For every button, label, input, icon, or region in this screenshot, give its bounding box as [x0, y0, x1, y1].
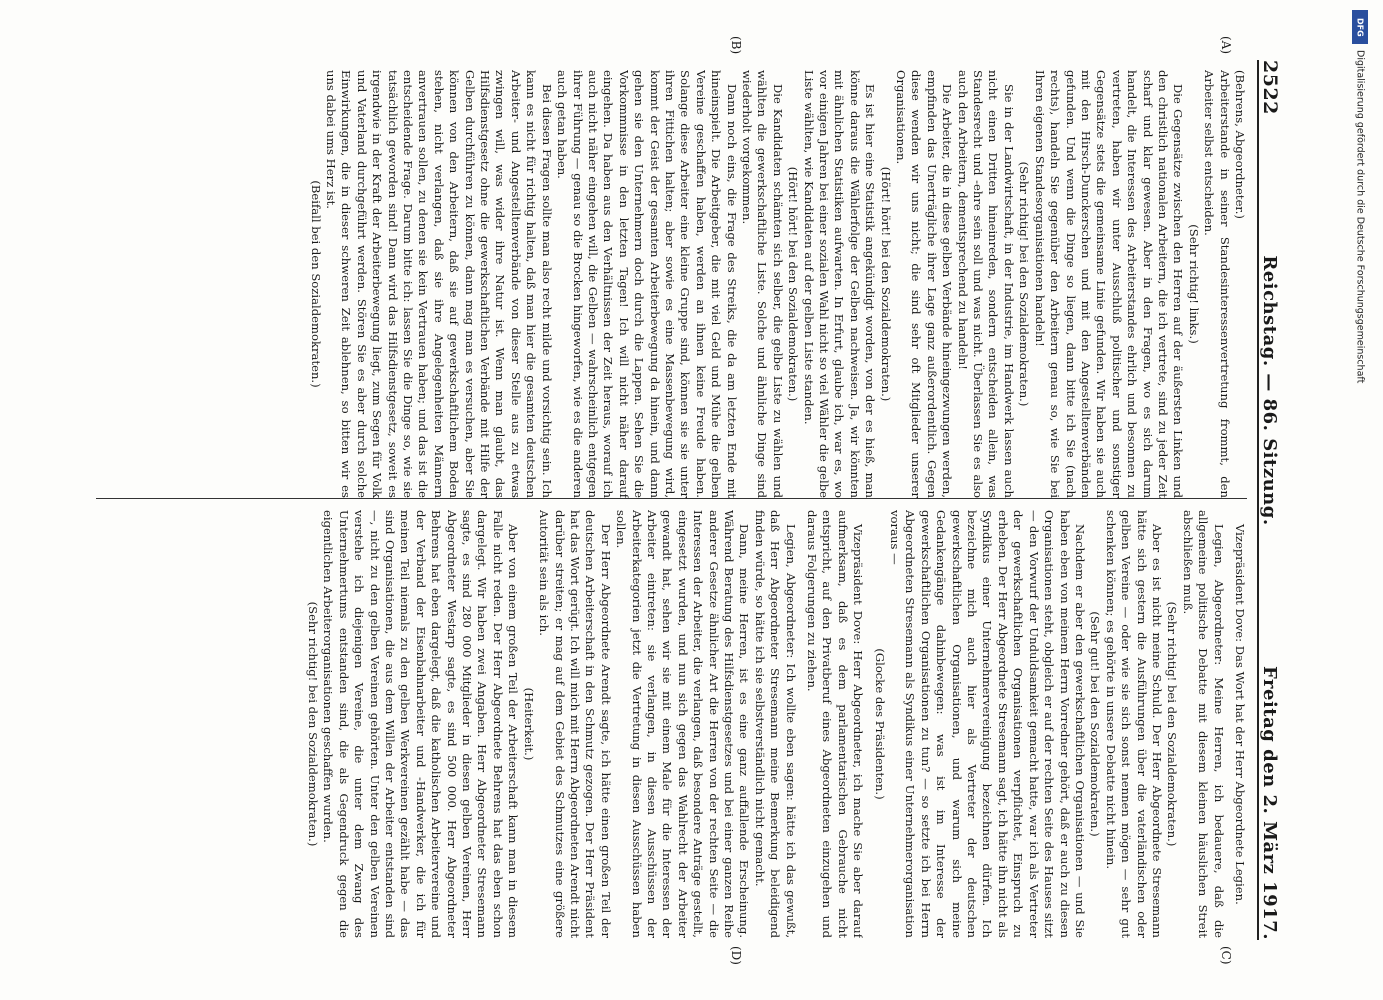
paragraph: Legien, Abgeordneter: Ich wollte eben sagen: hätte ich das gewußt, daß Herr Abgeordneter Stresemann meine Bemerkung beleidigend finden würde, so hätte ich sie selbstverständlich nicht gemacht.	[752, 510, 798, 938]
paragraph: Aber es ist nicht meine Schuld. Der Herr Abgeordnete Stresemann hätte sich gestern die Ausführungen über die vaterländischen oder gelben Vereine — oder wie sie sich sonst nennen mögen — sehr gut schenken können; es gehörte in unsere Debatte nicht hinein.	[1103, 510, 1164, 938]
interjection: (Beifall bei den Sozialdemokraten.)	[308, 180, 323, 388]
speaker-intro: Vizepräsident Dove: Herr Abgeordneter, ich mache Sie aber darauf aufmerksam, daß es dem parlamentarischen Gebrauche nicht entspricht, auf den Privatberuf eines Abgeordneten einzugehen und daraus Folgerungen zu ziehen.	[805, 510, 866, 938]
paragraph: Dann noch eins, die Frage des Streiks, die da am letzten Ende mit hineinspielt. Die Arbeitgeber, die mit viel Geld und Mühe die gelben Vereine geschaffen haben, werden an ihnen keine Freude haben. Solange diese Arbeiter eine kleine Gruppe sind, können sie sie unter ihren Fittichen halten; aber sowie es eine Massenbewegung wird, kommt der Geist der gesamten Arbeiterbewegung da hinein, und dann gehen sie den Unternehmern doch durch die Lappen. Sehen Sie die Vorkommnisse in den letzten Tagen! Ich will nicht näher darauf eingehen. Da haben aus den Verhältnissen der Zeit heraus, worauf ich auch nicht näher eingehen will, die Gelben — wahrscheinlich entgegen ihrer Führung — genau so die Brocken hingeworfen, wie es die anderen auch getan haben.	[555, 70, 739, 498]
interjection: (Glocke des Präsidenten.)	[872, 648, 887, 800]
interjection: (Hört! hört! bei den Sozialdemokraten.)	[786, 166, 801, 402]
left-column	[96, 70, 1247, 498]
interjection: (Sehr richtig! bei den Sozialdemokraten.)	[306, 601, 321, 847]
paragraph: Der Herr Abgeordnete Arendt sagte, ich hätte einen großen Teil der deutschen Arbeiterschaft in den Schmutz gezogen. Der Herr Präsident hat das Wort gerügt. Ich will mich mit Herrn Abgeordneten Arendt nicht darüber streiten; er mag auf dem Gebiet des Schmutzes eine größere Autorität sein als ich.	[537, 510, 613, 938]
paragraph: Nachdem er aber den gewerkschaftlichen Organisationen — und Sie haben eben von meinem Herrn Vorredner gehört, daß er auch zu diesen Organisationen steht, obgleich er auf der rechten Seite des Hauses sitzt — den Vorwurf der Unduldsamkeit gemacht hatte, war ich als Vertreter der gewerkschaftlichen Organisationen verpflichtet, Einspruch zu erheben. Der Herr Abgeordnete Stresemann sagt, ich hätte ihn nicht als Syndikus einer Unternehmervereinigung bezeichnen dürfen. Ich bezeichne mich auch hier als Vertreter der deutschen gewerkschaftlichen Organisationen, und warum sich meine Gedankengänge dahinbewegen: was ist im Interesse der gewerkschaftlichen Organisationen zu tun? — so setzte ich bei Herrn Abgeordneten Stresemann als Syndikus einer Unternehmerorganisation voraus —	[888, 510, 1087, 938]
paragraph: Aber von einem großen Teil der Arbeiterschaft kann man in diesem Falle nicht reden. Der Herr Abgeordnete Behrens hat das eben schon dargelegt. Wir haben zwei Angaben. Herr Abgeordneter Stresemann sagte, es sind 280 000 Mitglieder in diesen gelben Vereinen, Herr Abgeordneter Westarp sagte, es sind 500 000. Herr Abgeordneter Behrens hat eben dargelegt, daß die katholischen Arbeitervereine und der Verband der Eisenbahnarbeiter und -Handwerker, die ich für meinen Teil niemals zu den gelben Werkvereinen gezählt habe — das sind Organisationen, die aus dem Willen der Arbeiter entstanden sind —, nicht zu den gelben Vereinen gehörten. Unter den gelben Vereinen verstehe ich diejenigen Vereine, die unter dem Zwang des Unternehmertums entstanden sind, die als Gegendruck gegen die eigentlichen Arbeiterorganisationen geschaffen wurden.	[321, 510, 521, 938]
paragraph: Legien, Abgeordneter: Meine Herren, ich bedauere, daß die allgemeine politische Debatte mit diesem kleinen häuslichen Streit abschließen muß.	[1180, 510, 1226, 938]
interjection: (Heiterkeit.)	[521, 687, 536, 761]
margin-mark-c: (C)	[1219, 946, 1233, 965]
paragraph: Die Arbeiter, die in diese gelben Verbände hineingezwungen werden, empfinden das Unerträgliche ihrer Lage ganz außerordentlich. Gegen diese wenden wir uns nicht; die sind sehr oft Mitglieder unserer Organisationen.	[894, 70, 955, 498]
column-divider	[96, 498, 1247, 499]
paragraph: Bei diesen Fragen sollte man also recht milde und vorsichtig sein. Ich kann es nicht für richtig halten, daß man hier die gesamten deutschen Arbeiter- und Angestelltenverbände von dieser Stelle aus zu etwas zwingen will, was wider ihre Natur ist. Wenn man glaubt, das Hilfsdienstgesetz ohne die gewerkschaftlichen Verbände mit Hilfe der Gelben durchführen zu können, dann mag man es versuchen, aber Sie können von den Arbeitern, daß sie auf gewerkschaftlichem Boden stehen, nicht verlangen, daß sie ihre Angelegenheiten Männern anvertrauen sollen, zu denen sie kein Vertrauen haben; und das ist die entscheidende Frage. Darum bitte ich: lassen Sie die Dinge so, wie sie tatsächlich geworden sind! Dann wird das Hilfsdienstgesetz, soweit es irgendwie in der Kraft der Arbeiterbewegung liegt, zum Segen für Volk und Vaterland durchgeführt werden. Stören Sie es aber durch solche Einwirkungen, die in dieser schweren Zeit ablehnen, so bitten wir es uns dabei ums Herz ist.	[324, 70, 554, 498]
interjection: (Sehr richtig! bei den Sozialdemokraten.)	[1017, 161, 1032, 407]
interjection: (Sehr richtig! links.)	[1186, 224, 1201, 344]
paragraph: Die Kandidaten schämten sich selber, die gelbe Liste zu wählen und wählten die gewerkschaftliche Liste. Solche und ähnliche Dinge sind wiederholt vorgekommen.	[740, 70, 785, 498]
margin-mark-d: (D)	[729, 946, 743, 965]
paragraph: Sie in der Landwirtschaft, in der Industrie, im Handwerk lassen auch nicht einen Dritten hineinreden, sondern entscheiden allein, was Standesrecht und -ehre sein soll und was nicht. Überlassen Sie es also auch den Arbeitern, dementsprechend zu handeln!	[955, 70, 1016, 498]
dfg-logo: DFG	[1352, 10, 1368, 44]
margin-mark-a: (A)	[1219, 36, 1233, 55]
interjection: (Sehr gut! bei den Sozialdemokraten.)	[1088, 611, 1103, 837]
paragraph: Dann, meine Herren, ist es eine ganz auffallende Erscheinung. Während Beratung des Hilfsdienstgesetzes und bei einer ganzen Reihe anderer Gesetze ähnlicher Art die Herren von der rechten Seite — die Interessen der Arbeiter, die verlangen, daß besondere Anträge gestellt, eingesetzt wurden, und nun sich gegen das Wahlrecht der Arbeiter gewandt hat, sehen wir sie mit einem Male für die Interessen der Arbeiter eintreten: sie verlangen, in diesen Ausschüssen der Arbeiterkategorien jetzt die Vertretung in diesen Ausschüssen haben sollen.	[614, 510, 752, 938]
credit-text: Digitalisierung gefördert durch die Deutsche Forschungsgemeinschaft	[1354, 50, 1366, 384]
right-column	[96, 510, 1247, 938]
speaker-note: (Behrens, Abgeordneter.)	[1233, 70, 1247, 219]
session-date: Freitag den 2. März 1917.	[1259, 666, 1280, 940]
paragraph: Es ist hier eine Statistik angekündigt worden, von der es hieß, man könne daraus die Wählerfolge der Gelben nachweisen. Ja, wir könnten mit ähnlichen Statistiken aufwarten. In Erfurt, glaube ich, war es, wo vor einigen Jahren bei einer sozialen Wahl nicht so viel Wähler die gelbe Liste wählten, wie Kandidaten auf der gelben Liste standen.	[801, 70, 878, 498]
margin-mark-b: (B)	[729, 36, 743, 55]
speaker-intro: Vizepräsident Dove: Das Wort hat der Herr Abgeordnete Legien.	[1233, 524, 1247, 905]
session-title: Reichstag. — 86. Sitzung.	[1259, 255, 1280, 526]
page-number: 2522	[1259, 60, 1281, 115]
digitization-credit	[1345, 8, 1375, 648]
paragraph: Arbeiterstande in seiner Standesinteressenvertretung frommt, den Arbeiter selbst entscheiden.	[1202, 70, 1232, 498]
interjection: (Sehr richtig! bei den Sozialdemokraten.)	[1165, 601, 1180, 847]
page-header	[1257, 60, 1293, 940]
paragraph: Die Gegensätze zwischen den Herren auf der äußersten Linken und den christlich nationalen Arbeitern, die ich vertrete, sind zu jeder Zeit scharf und klar gewesen. Aber in den Fragen, wo es sich darum handelt, die Interessen des Arbeiterstandes ehrlich und besonnen zu vertreten, haben wir unter Ausschluß politischer und sonstiger Gegensätze stets die gemeinsame Linie gefunden. Wir haben sie auch mit den Hirsch-Dunckerschen und mit den Angestelltenverbänden gefunden. Und wenn die Dinge so liegen, dann bitte ich Sie (nach rechts), handeln Sie gegenüber den Arbeitern genau so, wie Sie bei Ihren eigenen Standesorganisationen handeln!	[1032, 70, 1186, 498]
interjection: (Hört! hört! bei den Sozialdemokraten.)	[878, 166, 893, 402]
